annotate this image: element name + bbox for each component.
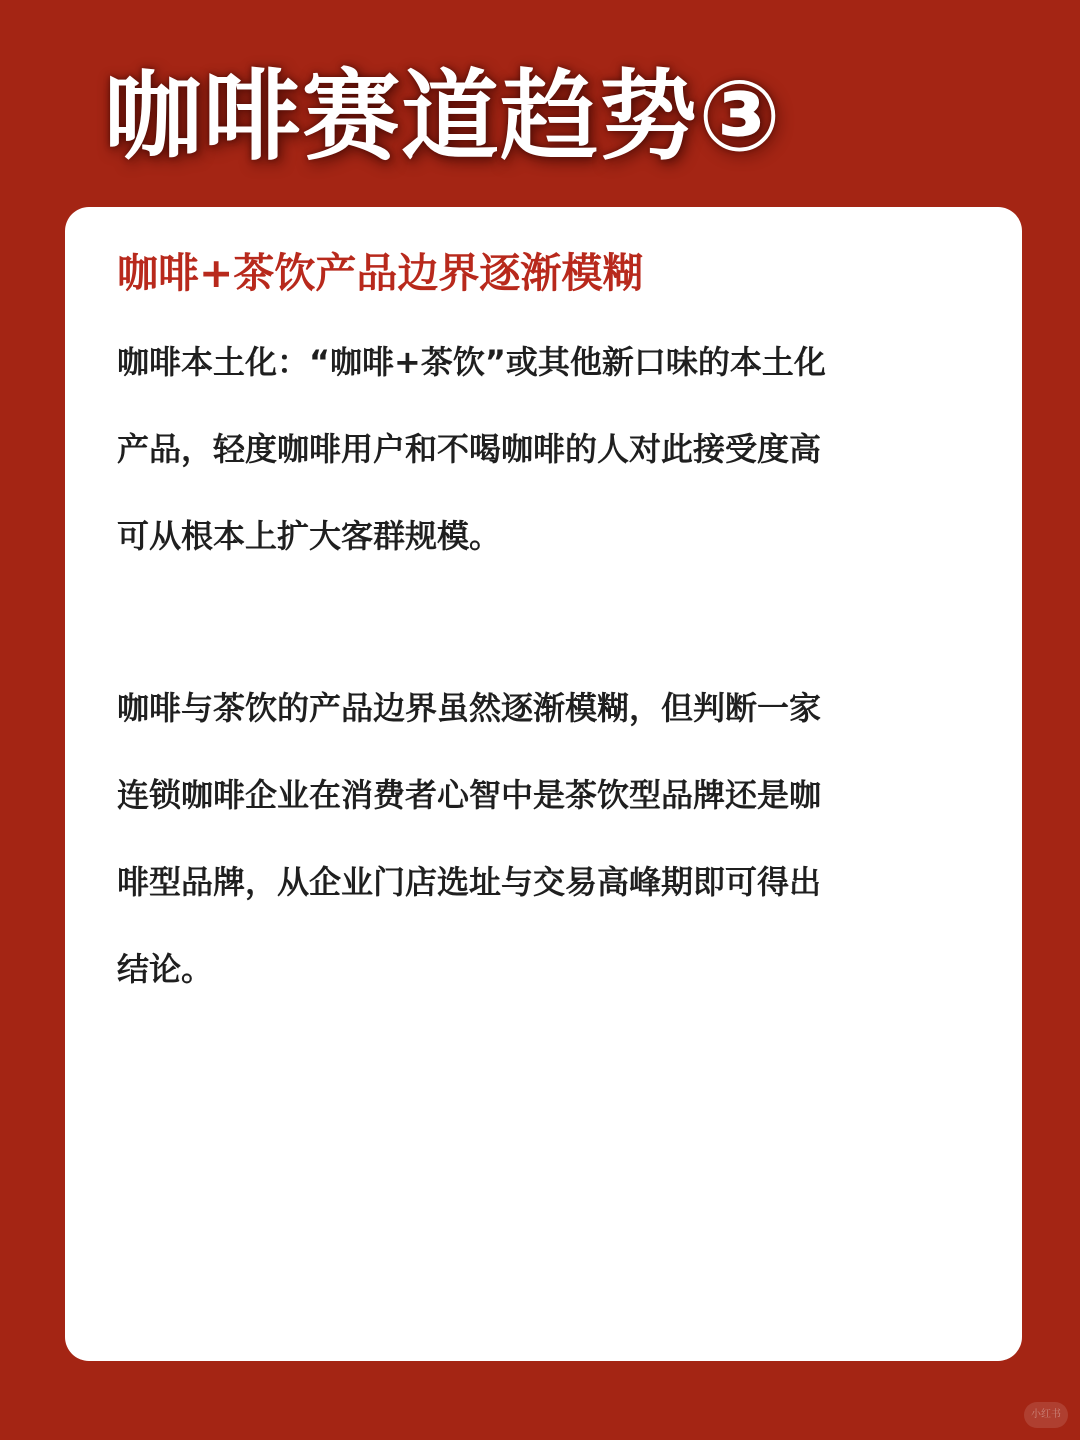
content-card	[65, 207, 1022, 1361]
paragraph-1-line: 咖啡本土化：“咖啡+茶饮”或其他新口味的本土化	[117, 343, 826, 381]
paragraph-2-line: 连锁咖啡企业在消费者心智中是茶饮型品牌还是咖	[117, 776, 822, 814]
watermark-logo: 小红书	[1024, 1402, 1068, 1428]
paragraph-1-line: 产品，轻度咖啡用户和不喝咖啡的人对此接受度高	[117, 430, 822, 468]
page-title: 咖啡赛道趋势③	[104, 60, 782, 174]
paragraph-2-line: 咖啡与茶饮的产品边界虽然逐渐模糊，但判断一家	[117, 689, 822, 727]
section-heading: 咖啡+茶饮产品边界逐渐模糊	[117, 249, 644, 297]
paragraph-2-line: 啡型品牌，从企业门店选址与交易高峰期即可得出	[117, 863, 822, 901]
paragraph-2-line: 结论。	[117, 950, 214, 988]
paragraph-1-line: 可从根本上扩大客群规模。	[117, 517, 502, 555]
